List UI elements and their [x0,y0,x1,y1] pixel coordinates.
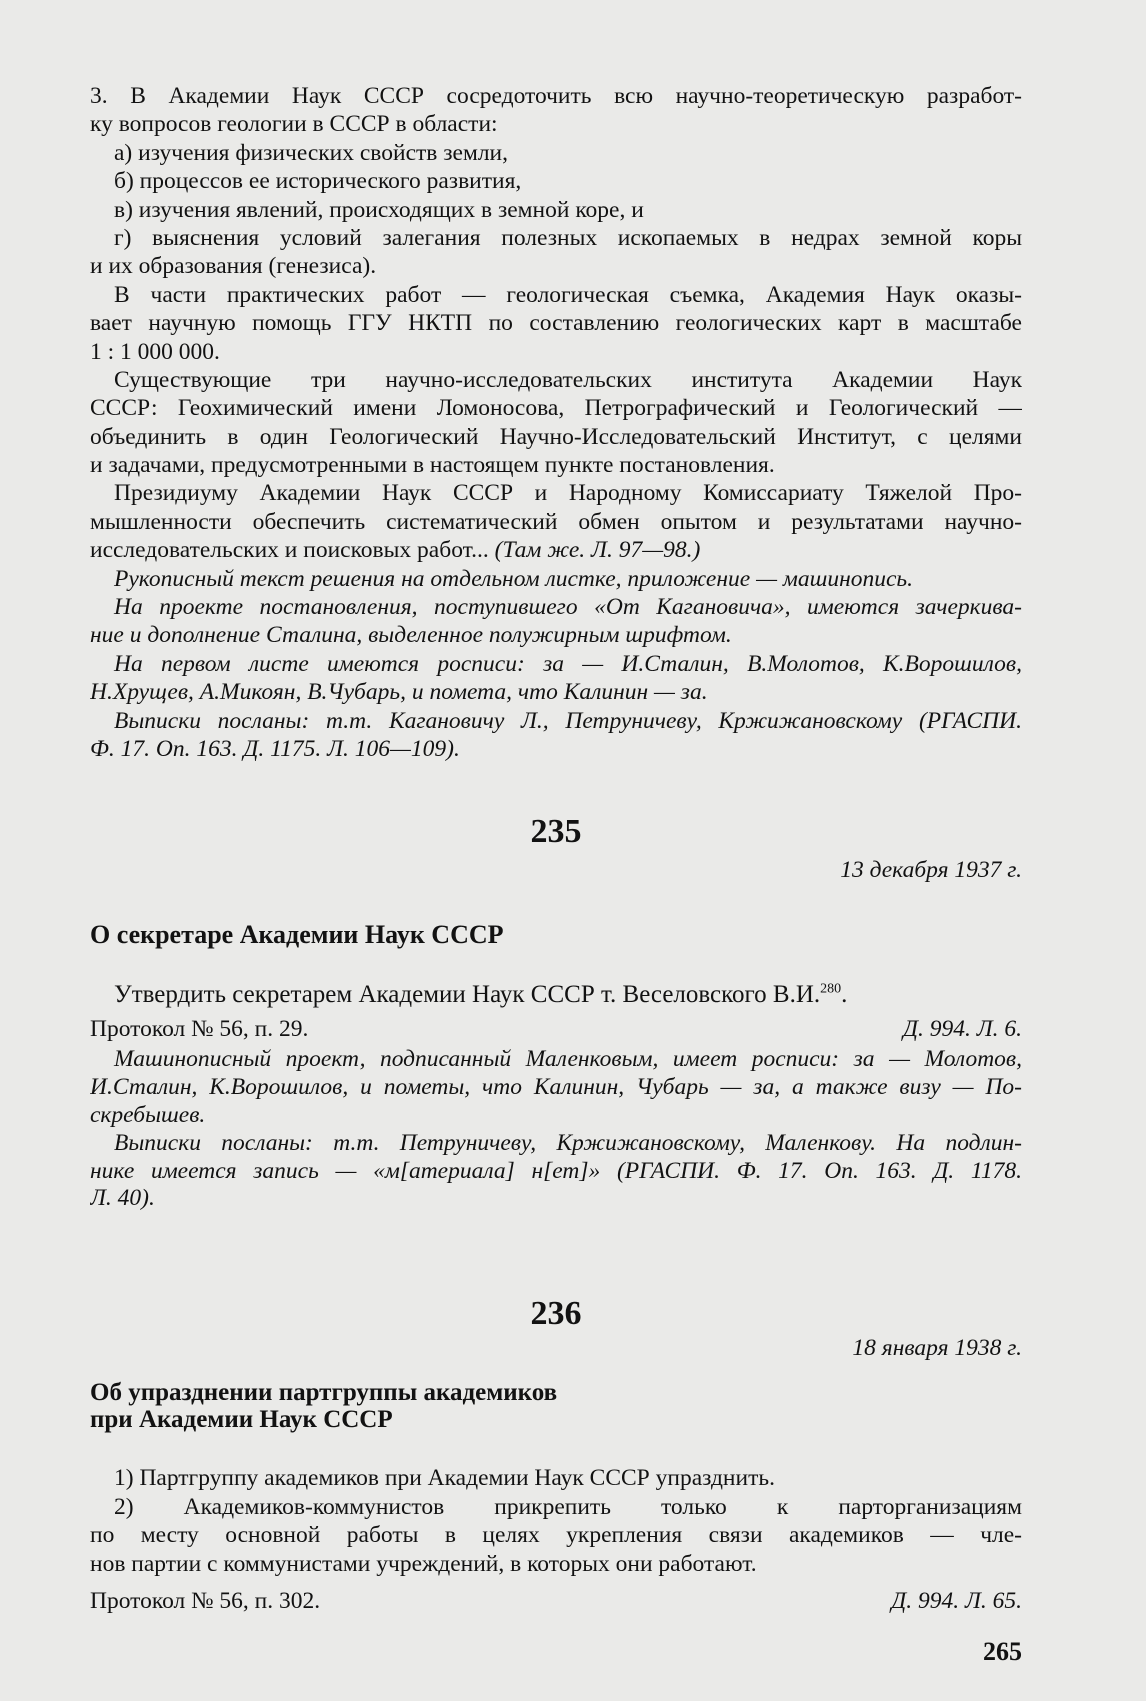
text-line: вает научную помощь ГГУ НКТП по составлению геологических карт в масштабе [90,310,1022,337]
text-line: в) изучения явлений, происходящих в земной коре, и [114,196,644,223]
note-line: И.Сталин, К.Ворошилов, и пометы, что Калинин, Чубарь — за, а также визу — По- [90,1073,1022,1100]
decision-sentence: Утвердить секретарем Академии Наук СССР т. Веселовского В.И. [114,981,821,1008]
decision-continuation [90,82,1022,763]
note-line: скребышев. [90,1101,206,1128]
note-line: Ф. 17. Оп. 163. Д. 1175. Л. 106—109). [90,735,460,762]
title-line: при Академии Наук СССР [90,1406,393,1433]
protocol-reference: Протокол № 56, п. 302. [90,1588,321,1614]
text-line: и задачами, предусмотренными в настоящем пункте постановления. [90,452,775,479]
archive-source: Д. 994. Л. 65. [891,1588,1022,1614]
text-line: 1) Партгруппу академиков при Академии Наук СССР упразднить. [114,1465,775,1491]
text-line-main: исследовательских и поисковых работ... [90,537,489,564]
decision-text [90,980,1022,1010]
title-line: Об упразднении партгруппы академиков [90,1379,558,1406]
text-line: объединить в один Геологический Научно-Исследовательский Институт, с целями [90,423,1022,450]
note-line: Выписки посланы: т.т. Петруничеву, Кржижановскому, Маленкову. На подлин- [114,1129,1022,1156]
text-line: 3. В Академии Наук СССР сосредоточить всю научно-теоретическую разработ- [90,83,1022,109]
text-line: 1 : 1 000 000. [90,338,220,365]
archive-source: Д. 994. Л. 6. [903,1016,1022,1042]
document-title: О секретаре Академии Наук СССР [90,920,504,949]
note-line: Н.Хрущев, А.Микоян, В.Чубарь, и помета, что Калинин — за. [90,679,708,706]
document-number-235: 235 [530,813,582,850]
note-line: На проекте постановления, поступившего «От Кагановича», имеются зачеркива- [114,594,1022,621]
archive-source: (Там же. Л. 97—98.) [494,537,701,564]
note-line: Выписки посланы: т.т. Кагановичу Л., Петруничеву, Кржижановскому (РГАСПИ. [114,707,1022,734]
note-line: ние и дополнение Сталина, выделенное полужирным шрифтом. [90,622,732,649]
text-line: нов партии с коммунистами учреждений, в которых они работают. [90,1551,757,1578]
document-date: 18 января 1938 г. [852,1335,1022,1361]
decision-text [90,1464,1022,1579]
note-line: На первом листе имеются росписи: за — И.Сталин, В.Молотов, К.Ворошилов, [114,650,1022,677]
protocol-line [90,1015,1022,1043]
protocol-line [90,1587,1022,1615]
text-line: и их образования (генезиса). [90,253,377,280]
page-number: 265 [983,1637,1022,1666]
note-line: Машинописный проект, подписанный Маленковым, имеет росписи: за — Молотов, [114,1046,1022,1072]
document-title [90,1379,1022,1433]
note-line: Л. 40). [90,1185,155,1212]
document-notes [90,1046,1022,1213]
text-line: Президиуму Академии Наук СССР и Народному Комиссариату Тяжелой Про- [114,480,1022,507]
document-number-236: 236 [530,1295,582,1332]
text-line: г) выяснения условий залегания полезных ископаемых в недрах земной коры [114,224,1022,251]
text-line: по месту основной работы в целях укрепления связи академиков — чле- [90,1522,1022,1549]
text-line: В части практических работ — геологическая съемка, Академия Наук оказы- [114,281,1022,308]
note-line: Рукописный текст решения на отдельном листке, приложение — машинопись. [114,565,913,592]
text-line: а) изучения физических свойств земли, [114,139,509,166]
note-line: нике имеется запись — «м[атериала] н[ет]» (РГАСПИ. Ф. 17. Оп. 163. Д. 1178. [90,1157,1022,1184]
text-line: СССР: Геохимический имени Ломоносова, Петрографический и Геологический — [90,395,1022,422]
footnote-ref: 280 [820,981,842,997]
text-line: ку вопросов геологии в СССР в области: [90,111,498,138]
text-line: б) процессов ее исторического развития, [114,168,522,195]
protocol-reference: Протокол № 56, п. 29. [90,1016,309,1042]
text-line: мышленности обеспечить систематический обмен опытом и результатами научно- [90,508,1022,535]
text-line-with-source [90,536,1022,564]
sentence-end: . [841,981,848,1008]
text-line: Существующие три научно-исследовательских института Академии Наук [114,366,1022,393]
text-line: 2) Академиков-коммунистов прикрепить только к парторганизациям [114,1493,1022,1520]
document-date: 13 декабря 1937 г. [840,857,1022,883]
